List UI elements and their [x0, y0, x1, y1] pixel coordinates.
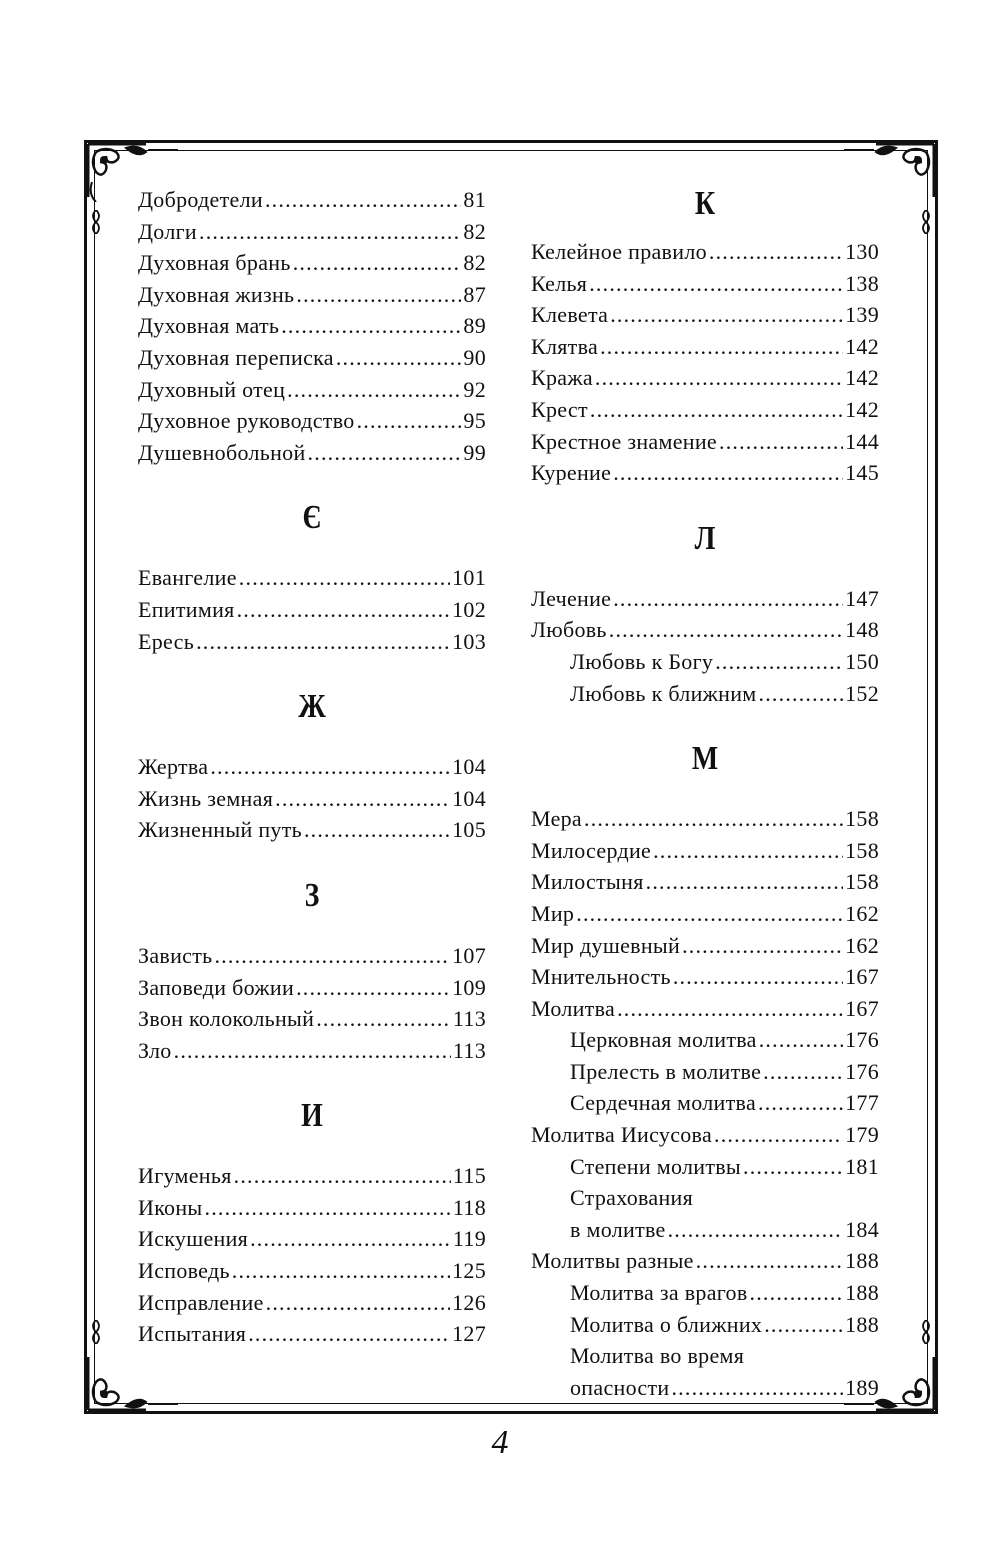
entry-page-number: 158: [845, 837, 879, 863]
index-entry[interactable]: [531, 299, 879, 331]
page-number: 4: [491, 1424, 509, 1461]
entry-label: Духовная мать: [138, 313, 280, 339]
section-letter: Ж: [298, 688, 326, 726]
entry-label: Степени молитвы: [570, 1153, 742, 1179]
leader-dots: [214, 940, 450, 972]
entry-page-number: 113: [452, 1037, 486, 1063]
leader-dots: [617, 993, 843, 1025]
entry-page-number: 162: [845, 932, 879, 958]
leader-dots: [296, 279, 461, 311]
leader-dots: [715, 646, 843, 678]
leader-dots: [232, 1255, 450, 1287]
entry-page-number: 176: [845, 1027, 879, 1053]
leader-dots: [196, 626, 450, 658]
entry-label: Долги: [138, 218, 197, 244]
entry-label: Искушения: [138, 1226, 249, 1252]
index-entry[interactable]: [138, 1192, 486, 1224]
leader-dots: [316, 1003, 451, 1035]
entry-page-number: 188: [845, 1311, 879, 1337]
entry-label: Милосердие: [531, 837, 652, 863]
entry-page-number: 147: [845, 585, 879, 611]
leader-dots: [239, 562, 450, 594]
leader-dots: [613, 457, 843, 489]
side-ornament-icon: [89, 210, 103, 234]
entry-page-number: 184: [845, 1216, 879, 1242]
entry-page-number: 82: [463, 218, 486, 244]
leader-dots: [308, 437, 462, 469]
entry-page-number: 138: [845, 270, 879, 296]
entry-page-number: 158: [845, 869, 879, 895]
entry-label: Любовь: [531, 617, 607, 643]
leader-dots: [759, 1024, 843, 1056]
leader-dots: [668, 1214, 843, 1246]
leader-dots: [653, 835, 843, 867]
entry-label: Молитва за врагов: [570, 1280, 748, 1306]
index-entry[interactable]: [138, 1287, 486, 1319]
leader-dots: [357, 405, 462, 437]
entry-page-number: 179: [845, 1122, 879, 1148]
entry-label: в молитве: [570, 1216, 666, 1242]
leader-dots: [210, 751, 450, 783]
leader-dots: [600, 331, 843, 363]
entry-label: Молитва о ближних: [570, 1311, 763, 1337]
index-entry[interactable]: [138, 1003, 486, 1035]
entry-label: Любовь к ближним: [570, 680, 757, 706]
entry-label: Мнительность: [531, 964, 671, 990]
entry-page-number: 145: [845, 460, 879, 486]
index-column-right: [531, 184, 879, 1403]
entry-page-number: 102: [452, 596, 486, 622]
entry-page-number: 189: [845, 1374, 879, 1400]
entry-page-number: 181: [845, 1153, 879, 1179]
leader-dots: [281, 310, 461, 342]
index-entry[interactable]: [531, 394, 879, 426]
entry-label: Милостыня: [531, 869, 644, 895]
side-ornament-icon: [919, 210, 933, 234]
entry-label: Молитва Иисусова: [531, 1122, 713, 1148]
leader-dots: [613, 583, 843, 615]
entry-label: Евангелие: [138, 565, 237, 591]
entry-label: Испытания: [138, 1321, 247, 1347]
entry-label: Лечение: [531, 585, 612, 611]
entry-label: Клятва: [531, 333, 599, 359]
leader-dots: [250, 1223, 451, 1255]
index-entry[interactable]: [531, 993, 879, 1025]
entry-label: Любовь к Богу: [570, 648, 714, 674]
entry-page-number: 162: [845, 900, 879, 926]
entry-page-number: 99: [463, 439, 486, 465]
index-entry[interactable]: [531, 898, 879, 930]
entry-page-number: 144: [845, 428, 879, 454]
entry-label: Жизнь земная: [138, 785, 274, 811]
section-letter: Є: [302, 499, 322, 537]
entry-page-number: 158: [845, 806, 879, 832]
entry-label: Жизненный путь: [138, 817, 302, 843]
leader-dots: [199, 216, 461, 248]
index-subentry[interactable]: [531, 1182, 879, 1214]
section-letter: К: [694, 185, 716, 222]
index-entry[interactable]: [531, 1245, 879, 1277]
entry-page-number: 95: [463, 408, 486, 434]
entry-label: Мера: [531, 806, 583, 832]
leader-dots: [759, 678, 844, 710]
entry-page-number: 103: [452, 628, 486, 654]
entry-label: Келейное правило: [531, 239, 707, 264]
entry-page-number: 139: [845, 302, 879, 328]
index-entry[interactable]: [138, 783, 486, 815]
index-entry[interactable]: [531, 1119, 879, 1151]
index-entry[interactable]: [138, 374, 486, 406]
leader-dots: [595, 362, 843, 394]
leader-dots: [673, 961, 843, 993]
entry-page-number: 87: [463, 281, 486, 307]
entry-page-number: 167: [845, 964, 879, 990]
index-entry[interactable]: [138, 814, 486, 846]
leader-dots: [709, 236, 843, 268]
leader-dots: [304, 814, 450, 846]
entry-page-number: 101: [452, 565, 486, 591]
index-entry[interactable]: [138, 940, 486, 972]
index-entry[interactable]: [138, 1035, 486, 1067]
corner-ornament-icon: [86, 1352, 196, 1412]
entry-page-number: 113: [452, 1006, 486, 1032]
entry-page-number: 167: [845, 995, 879, 1021]
leader-dots: [609, 614, 843, 646]
entry-page-number: 142: [845, 396, 879, 422]
entry-page-number: 107: [452, 942, 486, 968]
entry-label: Исповедь: [138, 1258, 230, 1284]
entry-label: Звон колокольный: [138, 1006, 315, 1032]
index-entry[interactable]: [531, 930, 879, 962]
index-entry[interactable]: [138, 405, 486, 437]
entry-label: Духовная жизнь: [138, 281, 295, 307]
index-subentry[interactable]: [531, 1056, 879, 1088]
index-entry[interactable]: [138, 1223, 486, 1255]
entry-page-number: 90: [463, 344, 486, 370]
section-letter: М: [691, 740, 719, 778]
index-entry[interactable]: [138, 1160, 486, 1192]
leader-dots: [265, 184, 461, 216]
entry-label: Молитва: [531, 995, 616, 1021]
entry-page-number: 125: [452, 1258, 486, 1284]
index-entry[interactable]: [531, 362, 879, 394]
entry-label: Духовное руководство: [138, 408, 355, 434]
entry-label: Зло: [138, 1037, 172, 1063]
entry-page-number: 105: [452, 817, 486, 843]
index-subentry[interactable]: [531, 1087, 879, 1119]
entry-label: Крест: [531, 396, 588, 422]
entry-label: Игуменья: [138, 1163, 232, 1189]
entry-label: Зависть: [138, 942, 213, 968]
leader-dots: [764, 1309, 843, 1341]
leader-dots: [610, 299, 843, 331]
index-entry[interactable]: [138, 1255, 486, 1287]
index-entry[interactable]: [138, 594, 486, 626]
leader-dots: [248, 1318, 450, 1350]
leader-dots: [237, 594, 451, 626]
index-subentry[interactable]: [531, 1277, 879, 1309]
side-ornament-icon: [89, 1320, 103, 1344]
index-subentry[interactable]: [531, 1309, 879, 1341]
entry-label: Молитва во время: [570, 1343, 745, 1369]
entry-page-number: 115: [452, 1163, 486, 1189]
entry-label: Иконы: [138, 1194, 203, 1220]
index-entry[interactable]: [531, 236, 879, 268]
entry-label: Церковная молитва: [570, 1027, 757, 1053]
index-entry[interactable]: [138, 184, 486, 216]
index-entry[interactable]: [138, 1318, 486, 1350]
entry-page-number: 104: [452, 754, 486, 780]
entry-label: Страхования: [570, 1185, 694, 1211]
leader-dots: [174, 1035, 451, 1067]
entry-page-number: 150: [845, 648, 879, 674]
leader-dots: [719, 426, 843, 458]
index-entry[interactable]: [531, 866, 879, 898]
entry-label: Духовный отец: [138, 376, 286, 402]
leader-dots: [671, 1372, 843, 1404]
entry-page-number: 130: [845, 239, 879, 264]
entry-page-number: 81: [463, 187, 486, 212]
leader-dots: [576, 898, 843, 930]
index-entry[interactable]: [531, 426, 879, 458]
entry-page-number: 142: [845, 333, 879, 359]
index-entry[interactable]: [138, 972, 486, 1004]
index-subentry[interactable]: [531, 646, 879, 678]
section-letter: И: [301, 1097, 323, 1135]
leader-dots: [287, 374, 461, 406]
leader-dots: [714, 1119, 843, 1151]
entry-label: Добродетели: [138, 187, 263, 212]
leader-dots: [336, 342, 462, 374]
index-entry[interactable]: [531, 457, 879, 489]
index-entry[interactable]: [531, 614, 879, 646]
entry-label: опасности: [570, 1374, 670, 1400]
entry-label: Ересь: [138, 628, 195, 654]
entry-label: Келья: [531, 270, 588, 296]
entry-page-number: 177: [845, 1090, 879, 1116]
index-entry[interactable]: [531, 583, 879, 615]
entry-page-number: 176: [845, 1058, 879, 1084]
leader-dots: [763, 1056, 843, 1088]
entry-page-number: 188: [845, 1248, 879, 1274]
leader-dots: [590, 394, 843, 426]
leader-dots: [750, 1277, 844, 1309]
entry-page-number: 127: [452, 1321, 486, 1347]
entry-label: Молитвы разные: [531, 1248, 694, 1274]
index-subentry[interactable]: [531, 678, 879, 710]
index-entry[interactable]: [138, 342, 486, 374]
entry-page-number: 118: [452, 1194, 486, 1220]
entry-page-number: 82: [463, 250, 486, 276]
leader-dots: [696, 1245, 843, 1277]
entry-label: Душевнобольной: [138, 439, 306, 465]
entry-label: Исправление: [138, 1289, 264, 1315]
index-entry[interactable]: [138, 562, 486, 594]
index-entry[interactable]: [138, 279, 486, 311]
index-column-left: [138, 184, 486, 1350]
index-entry[interactable]: [138, 247, 486, 279]
entry-page-number: 142: [845, 365, 879, 391]
entry-label: Заповеди божии: [138, 974, 295, 1000]
index-subentry[interactable]: [531, 1214, 879, 1246]
entry-page-number: 89: [463, 313, 486, 339]
index-subentry[interactable]: [531, 1024, 879, 1056]
index-subentry[interactable]: [531, 1151, 879, 1183]
leader-dots: [646, 866, 843, 898]
index-entry[interactable]: [138, 626, 486, 658]
entry-label: Крестное знамение: [531, 428, 717, 454]
leader-dots: [275, 783, 450, 815]
index-entry[interactable]: [531, 803, 879, 835]
entry-page-number: 126: [452, 1289, 486, 1315]
leader-dots: [266, 1287, 450, 1319]
entry-page-number: 104: [452, 785, 486, 811]
leader-dots: [234, 1160, 451, 1192]
leader-dots: [293, 247, 462, 279]
entry-page-number: 109: [452, 974, 486, 1000]
entry-page-number: 188: [845, 1280, 879, 1306]
entry-page-number: 148: [845, 617, 879, 643]
index-entry[interactable]: [531, 331, 879, 363]
section-letter: Л: [694, 519, 716, 557]
index-entry[interactable]: [138, 216, 486, 248]
index-entry[interactable]: [531, 268, 879, 300]
entry-label: Духовная брань: [138, 250, 291, 276]
index-entry[interactable]: [531, 961, 879, 993]
entry-page-number: 152: [845, 680, 879, 706]
entry-label: Епитимия: [138, 596, 235, 622]
entry-label: Мир: [531, 900, 575, 926]
entry-label: Курение: [531, 460, 612, 486]
entry-label: Кража: [531, 365, 593, 391]
entry-label: Духовная переписка: [138, 344, 334, 370]
leader-dots: [205, 1192, 451, 1224]
index-entry[interactable]: [138, 310, 486, 342]
side-ornament-icon: [919, 1320, 933, 1344]
entry-page-number: 119: [452, 1226, 486, 1252]
entry-label: Клевета: [531, 302, 609, 328]
leader-dots: [296, 972, 450, 1004]
entry-label: Прелесть в молитве: [570, 1058, 762, 1084]
entry-label: Сердечная молитва: [570, 1090, 757, 1116]
entry-label: Мир душевный: [531, 932, 681, 958]
leader-dots: [584, 803, 843, 835]
index-entry[interactable]: [138, 751, 486, 783]
leader-dots: [589, 268, 843, 300]
entry-page-number: 92: [463, 376, 486, 402]
index-subentry[interactable]: [531, 1372, 879, 1404]
index-entry[interactable]: [531, 835, 879, 867]
section-letter: З: [304, 876, 320, 914]
index-subentry[interactable]: [531, 1340, 879, 1372]
index-entry[interactable]: [138, 437, 486, 469]
leader-dots: [743, 1151, 843, 1183]
leader-dots: [682, 930, 843, 962]
leader-dots: [758, 1087, 843, 1119]
entry-label: Жертва: [138, 754, 209, 780]
